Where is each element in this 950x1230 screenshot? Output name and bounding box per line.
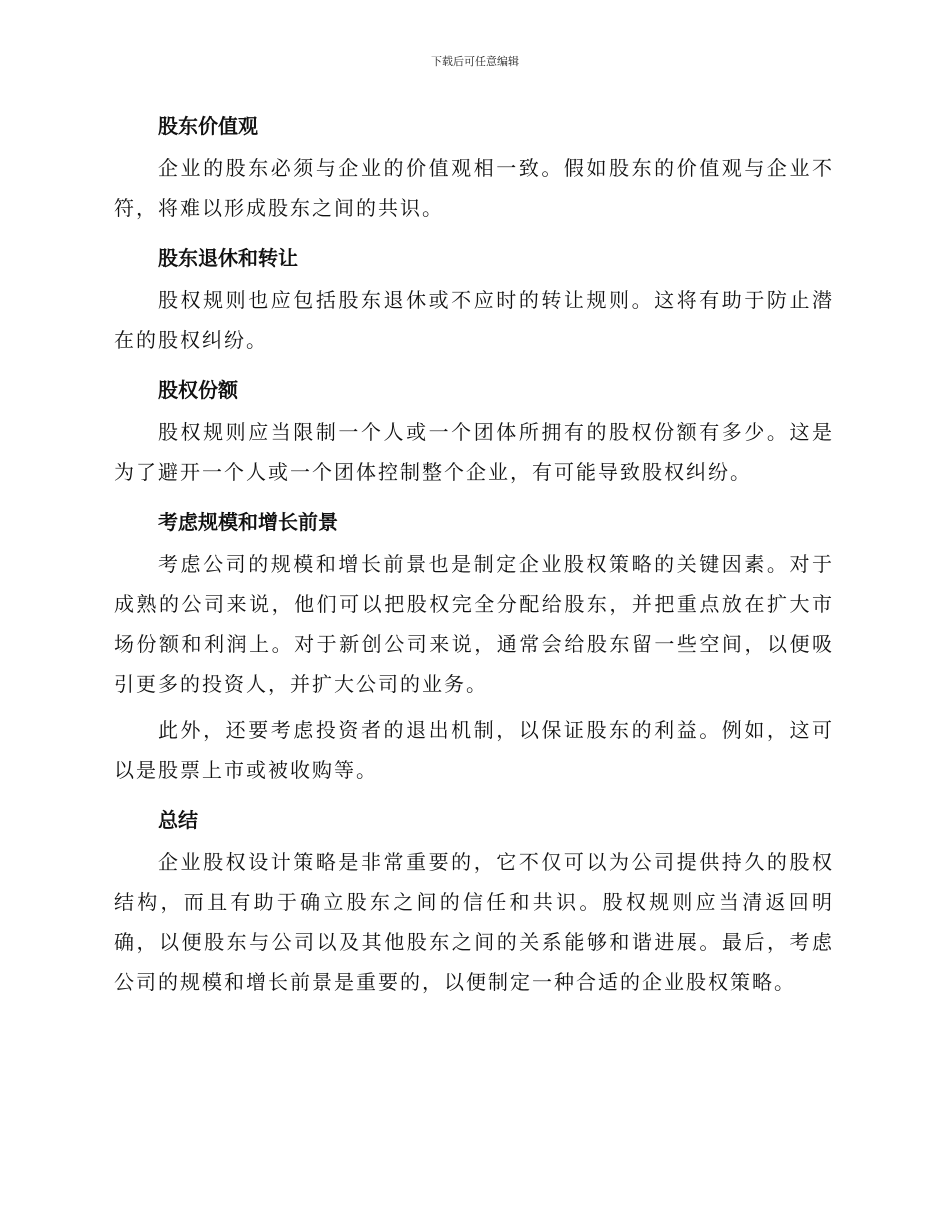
section-heading: 考虑规模和增长前景 bbox=[158, 510, 338, 534]
document-body bbox=[114, 104, 834, 1008]
page-header: 下载后可任意编辑 bbox=[431, 55, 519, 68]
section-shareholder-values bbox=[114, 104, 834, 228]
paragraph: 股权规则应当限制一个人或一个团体所拥有的股权份额有多少。这是为了避开一个人或一个团体控制整个企业，有可能导致股权纠纷。 bbox=[114, 420, 834, 484]
section-retirement-transfer bbox=[114, 236, 834, 360]
section-heading: 股东退休和转让 bbox=[158, 246, 298, 270]
section-heading: 股东价值观 bbox=[158, 114, 258, 138]
section-summary bbox=[114, 798, 834, 1002]
paragraph: 此外，还要考虑投资者的退出机制，以保证股东的利益。例如，这可以是股票上市或被收购等。 bbox=[114, 718, 834, 782]
paragraph: 企业的股东必须与企业的价值观相一致。假如股东的价值观与企业不符，将难以形成股东之间的共识。 bbox=[114, 156, 834, 220]
section-equity-share bbox=[114, 368, 834, 492]
section-scale-growth bbox=[114, 500, 834, 790]
paragraph: 考虑公司的规模和增长前景也是制定企业股权策略的关键因素。对于成熟的公司来说，他们可以把股权完全分配给股东，并把重点放在扩大市场份额和利润上。对于新创公司来说，通常会给股东留一些空间，以便吸引更多的投资人，并扩大公司的业务。 bbox=[114, 552, 834, 696]
paragraph: 企业股权设计策略是非常重要的，它不仅可以为公司提供持久的股权结构，而且有助于确立股东之间的信任和共识。股权规则应当清返回明确，以便股东与公司以及其他股东之间的关系能够和谐进展。最后，考虑公司的规模和增长前景是重要的，以便制定一种合适的企业股权策略。 bbox=[114, 850, 834, 994]
section-heading: 总结 bbox=[158, 808, 198, 832]
paragraph: 股权规则也应包括股东退休或不应时的转让规则。这将有助于防止潜在的股权纠纷。 bbox=[114, 288, 834, 352]
section-heading: 股权份额 bbox=[158, 378, 238, 402]
